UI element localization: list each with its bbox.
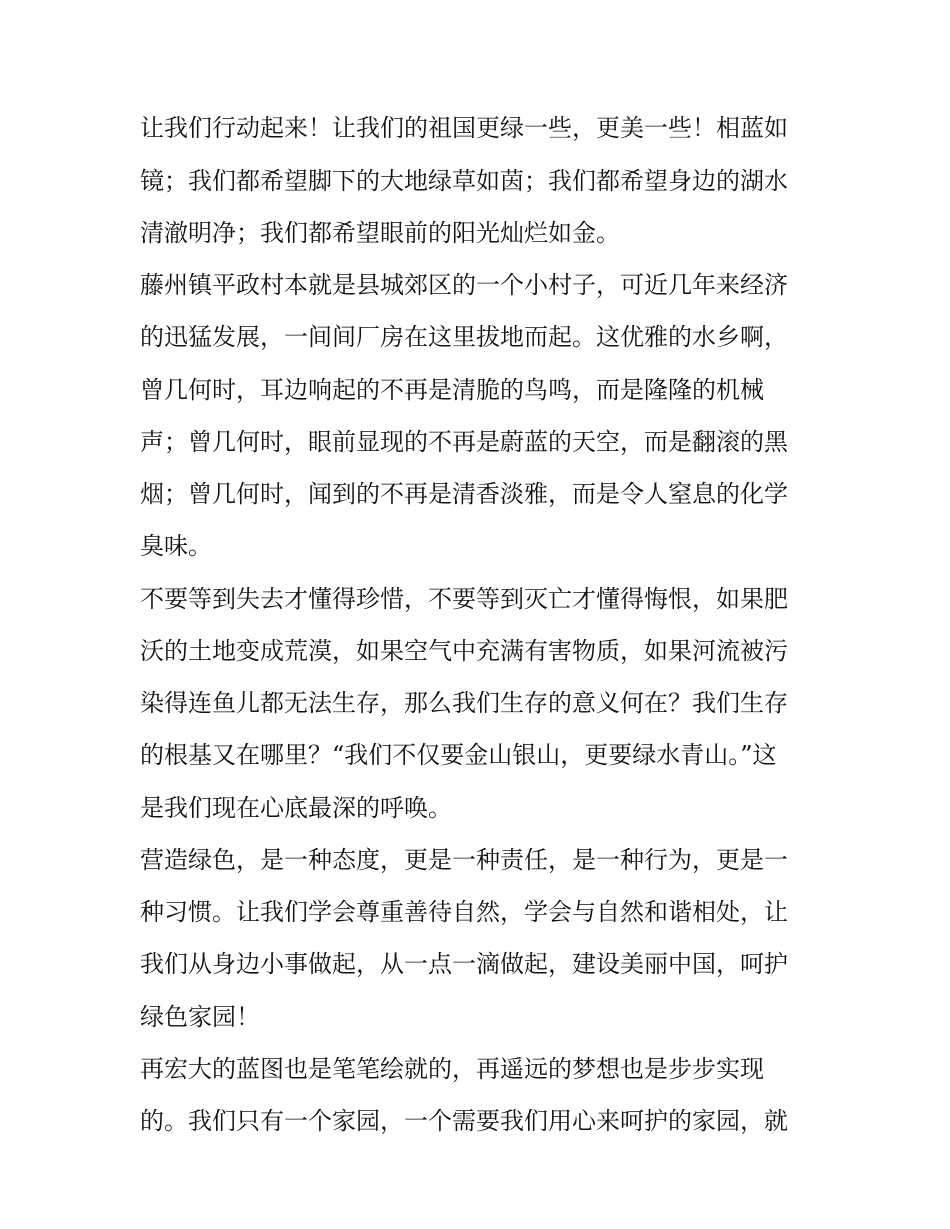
text-line: 绿色家园！ (140, 1003, 260, 1031)
text-line: 清澈明净；我们都希望眼前的阳光灿烂如金。 (140, 219, 620, 247)
text-line: 的迅猛发展，一间间厂房在这里拔地而起。这优雅的水乡啊， (140, 323, 788, 351)
text-line: 营造绿色，是一种态度，更是一种责任，是一种行为，更是一 (140, 846, 788, 874)
text-line: 让我们行动起来！让我们的祖国更绿一些，更美一些！相蓝如 (140, 114, 788, 142)
text-line: 的根基又在哪里？“我们不仅要金山银山，更要绿水青山。”这 (140, 741, 777, 769)
text-line: 再宏大的蓝图也是笔笔绘就的，再遥远的梦想也是步步实现 (140, 1055, 764, 1083)
text-line: 染得连鱼儿都无法生存，那么我们生存的意义何在？我们生存 (140, 689, 788, 717)
text-line: 是我们现在心底最深的呼唤。 (140, 794, 452, 822)
text-line: 不要等到失去才懂得珍惜，不要等到灭亡才懂得悔恨，如果肥 (140, 585, 788, 613)
text-line: 种习惯。让我们学会尊重善待自然，学会与自然和谐相处，让 (140, 898, 788, 926)
text-line: 沃的土地变成荒漠，如果空气中充满有害物质，如果河流被污 (140, 637, 788, 665)
text-line: 镜；我们都希望脚下的大地绿草如茵；我们都希望身边的湖水 (140, 167, 788, 195)
text-line: 烟；曾几何时，闻到的不再是清香淡雅，而是令人窒息的化学 (140, 480, 788, 508)
text-line: 声；曾几何时，眼前显现的不再是蔚蓝的天空，而是翻滚的黑 (140, 428, 788, 456)
text-line: 我们从身边小事做起，从一点一滴做起，建设美丽中国，呵护 (140, 950, 788, 978)
text-line: 臭味。 (140, 532, 212, 560)
text-line: 藤州镇平政村本就是县城郊区的一个小村子，可近几年来经济 (140, 271, 788, 299)
text-line: 的。我们只有一个家园，一个需要我们用心来呵护的家园，就 (140, 1107, 788, 1135)
text-line: 曾几何时，耳边响起的不再是清脆的鸟鸣，而是隆隆的机械 (140, 376, 764, 404)
